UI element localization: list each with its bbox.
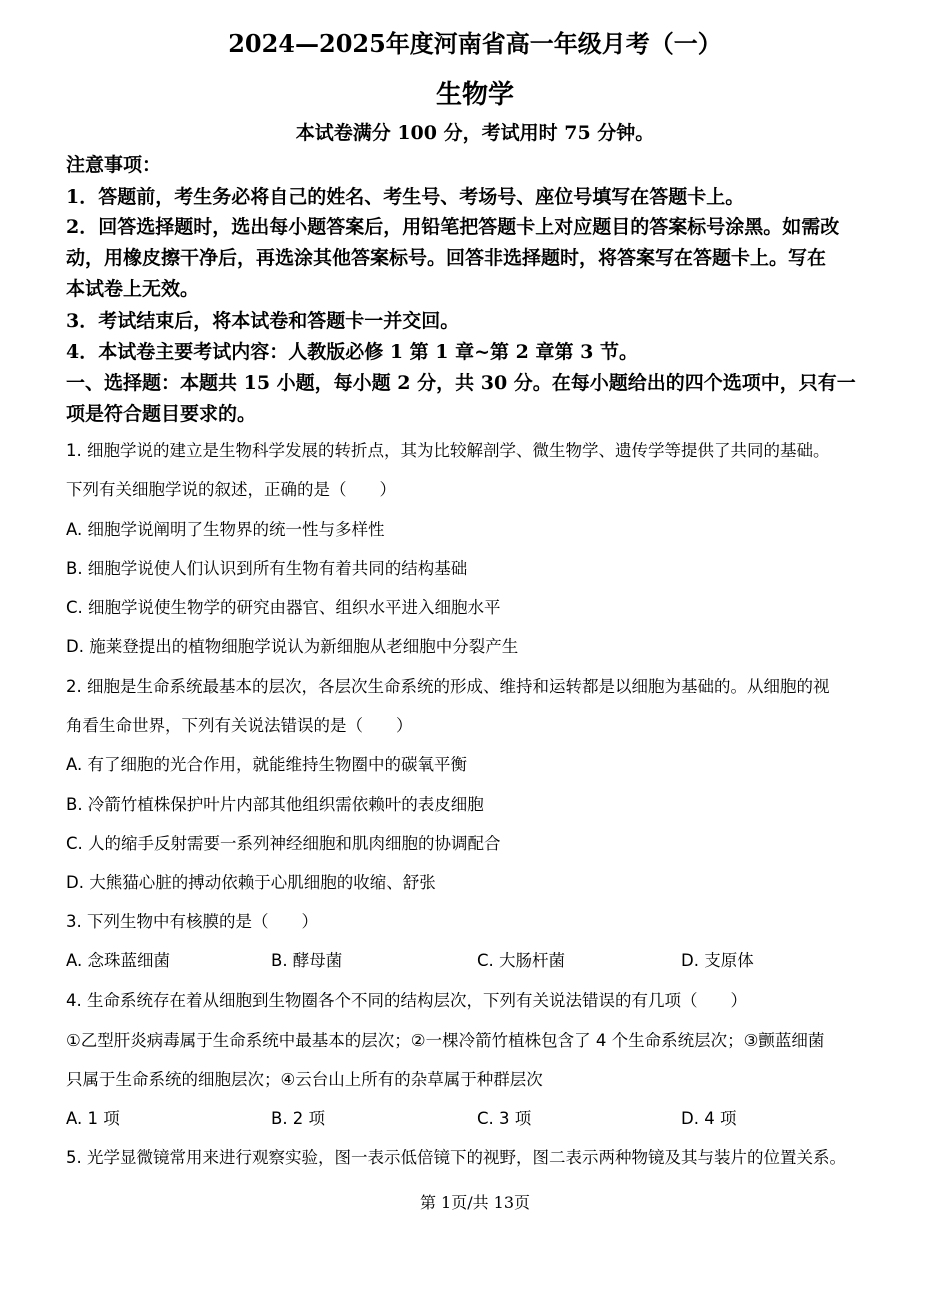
q3-option-d: D. 支原体 xyxy=(681,951,754,970)
q1-stem-line-2: 下列有关细胞学说的叙述，正确的是（ ） xyxy=(66,480,396,499)
q4-body-line-2: 只属于生命系统的细胞层次；④云台山上所有的杂草属于种群层次 xyxy=(66,1070,543,1089)
q2-stem-line-1: 2. 细胞是生命系统最基本的层次，各层次生命系统的形成、维持和运转都是以细胞为基础的。从细胞的视 xyxy=(66,677,830,696)
note-2-line-1: 2．回答选择题时，选出每小题答案后，用铅笔把答题卡上对应题目的答案标号涂黑。如需改 xyxy=(66,216,840,238)
q4-option-c: C. 3 项 xyxy=(477,1109,532,1128)
note-3: 3．考试结束后，将本试卷和答题卡一并交回。 xyxy=(66,310,460,332)
q1-option-b: B. 细胞学说使人们认识到所有生物有着共同的结构基础 xyxy=(66,559,468,578)
q3-option-c: C. 大肠杆菌 xyxy=(477,951,566,970)
note-2-line-2: 动，用橡皮擦干净后，再选涂其他答案标号。回答非选择题时，将答案写在答题卡上。写在 xyxy=(66,247,827,269)
q1-option-d: D. 施莱登提出的植物细胞学说认为新细胞从老细胞中分裂产生 xyxy=(66,637,519,656)
q4-option-a: A. 1 项 xyxy=(66,1109,120,1128)
q4-option-d: D. 4 项 xyxy=(681,1109,737,1128)
exam-title: 2024—2025年度河南省高一年级月考（一） xyxy=(228,29,722,58)
note-1: 1．答题前，考生务必将自己的姓名、考生号、考场号、座位号填写在答题卡上。 xyxy=(66,186,745,208)
q1-option-a: A. 细胞学说阐明了生物界的统一性与多样性 xyxy=(66,520,385,539)
page-footer: 第 1页/共 13页 xyxy=(419,1193,531,1212)
q1-stem-line-1: 1. 细胞学说的建立是生物科学发展的转折点，其为比较解剖学、微生物学、遗传学等提供了共同的基础。 xyxy=(66,441,830,460)
q4-body-line-1: ①乙型肝炎病毒属于生命系统中最基本的层次；②一棵冷箭竹植株包含了 4 个生命系统层次；③颤蓝细菌 xyxy=(66,1031,825,1050)
section-heading-line-1: 一、选择题：本题共 15 小题，每小题 2 分，共 30 分。在每小题给出的四个选项中，只有一 xyxy=(66,372,856,394)
q2-option-c: C. 人的缩手反射需要一系列神经细胞和肌肉细胞的协调配合 xyxy=(66,834,501,853)
q4-stem: 4. 生命系统存在着从细胞到生物圈各个不同的结构层次，下列有关说法错误的有几项（ ） xyxy=(66,991,747,1010)
note-2-line-3: 本试卷上无效。 xyxy=(66,278,200,300)
q2-stem-line-2: 角看生命世界，下列有关说法错误的是（ ） xyxy=(66,716,413,735)
q2-option-b: B. 冷箭竹植株保护叶片内部其他组织需依赖叶的表皮细胞 xyxy=(66,795,484,814)
q3-option-b: B. 酵母菌 xyxy=(271,951,343,970)
q3-stem: 3. 下列生物中有核膜的是（ ） xyxy=(66,912,318,931)
q4-option-b: B. 2 项 xyxy=(271,1109,326,1128)
section-heading-line-2: 项是符合题目要求的。 xyxy=(66,403,257,425)
q3-option-a: A. 念珠蓝细菌 xyxy=(66,951,170,970)
subject-title: 生物学 xyxy=(435,80,514,110)
q2-option-d: D. 大熊猫心脏的搏动依赖于心肌细胞的收缩、舒张 xyxy=(66,873,436,892)
note-4: 4．本试卷主要考试内容：人教版必修 1 第 1 章~第 2 章第 3 节。 xyxy=(66,341,638,363)
notes-heading: 注意事项： xyxy=(66,154,162,176)
exam-info: 本试卷满分 100 分，考试用时 75 分钟。 xyxy=(295,122,655,144)
q2-option-a: A. 有了细胞的光合作用，就能维持生物圈中的碳氧平衡 xyxy=(66,755,467,774)
q1-option-c: C. 细胞学说使生物学的研究由器官、组织水平进入细胞水平 xyxy=(66,598,501,617)
q5-stem: 5. 光学显微镜常用来进行观察实验，图一表示低倍镜下的视野，图二表示两种物镜及其与装片的位置关系。 xyxy=(66,1148,846,1167)
